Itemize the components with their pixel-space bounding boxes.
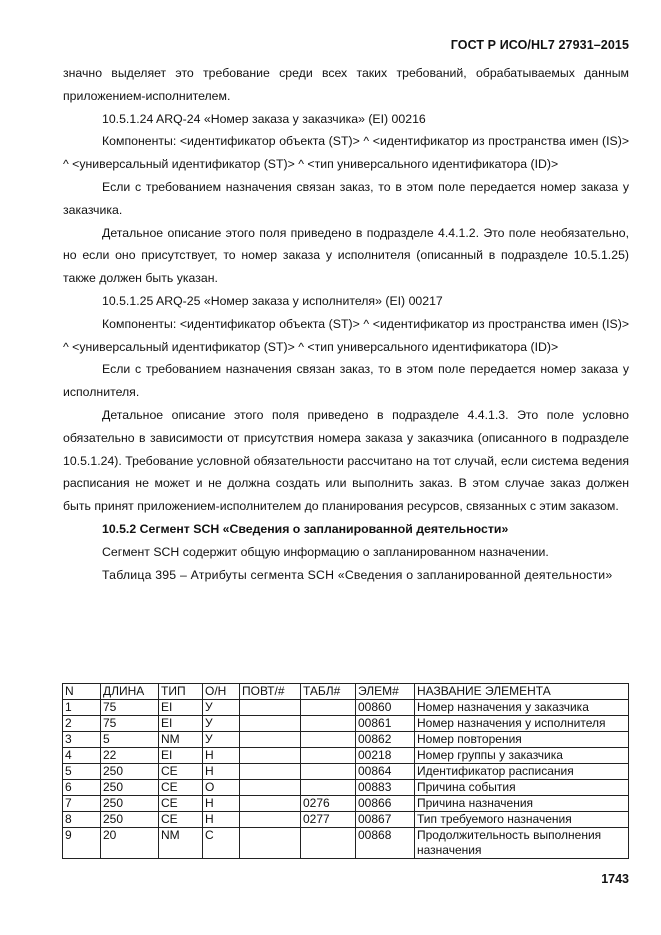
table-cell: У xyxy=(203,716,240,732)
body-text xyxy=(63,62,629,586)
table-cell xyxy=(240,796,301,812)
column-header: ТИП xyxy=(159,684,203,700)
paragraph-arq25-details: Детальное описание этого поля приведено в подразделе 4.4.1.3. Это поле условно обязательно в зависимости от присутствия номера заказа у заказчика (описанного в подразделе 10.5.1.24). Требование условной обязательности рассчитано на тот случай, если система ведения расписания не может и не должна создать или выполнить заказ. В этом случае заказ должен быть принят приложением-исполнителем до планирования ресурсов, связанных с этим заказом. xyxy=(63,407,629,514)
table-cell: 00866 xyxy=(356,796,415,812)
table-cell: 22 xyxy=(101,748,159,764)
table-cell: 00218 xyxy=(356,748,415,764)
table-cell: 00883 xyxy=(356,780,415,796)
table-cell: 00867 xyxy=(356,812,415,828)
page-number: 1743 xyxy=(601,872,629,886)
attributes-table xyxy=(62,683,629,859)
table-cell: 250 xyxy=(101,796,159,812)
table-cell: Номер повторения xyxy=(415,732,629,748)
table-caption: Таблица 395 – Атрибуты сегмента SCH «Сведения о запланированной деятельности» xyxy=(102,567,613,582)
table-cell xyxy=(240,748,301,764)
table-cell: С xyxy=(203,828,240,859)
table-cell: У xyxy=(203,732,240,748)
table-cell xyxy=(240,700,301,716)
table-row xyxy=(63,748,629,764)
table-cell: 8 xyxy=(63,812,101,828)
table-cell: NM xyxy=(159,732,203,748)
section-heading-sch: 10.5.2 Сегмент SCH «Сведения о запланированной деятельности» xyxy=(102,521,509,536)
paragraph-arq25-purpose: Если с требованием назначения связан заказ, то в этом поле передается номер заказа у исполнителя. xyxy=(63,362,629,400)
paragraph-continuation: значно выделяет это требование среди всех таких требований, обрабатываемых данным приложением-исполнителем. xyxy=(63,66,629,103)
column-header: N xyxy=(63,684,101,700)
table-cell: 250 xyxy=(101,780,159,796)
table-cell: 9 xyxy=(63,828,101,859)
table-cell xyxy=(301,748,356,764)
table-cell: 00861 xyxy=(356,716,415,732)
table-cell: 3 xyxy=(63,732,101,748)
table-cell xyxy=(240,764,301,780)
table-cell: Продолжительность выполнения назначения xyxy=(415,828,629,859)
table-row xyxy=(63,716,629,732)
table-cell: 0276 xyxy=(301,796,356,812)
table-row xyxy=(63,764,629,780)
table-cell xyxy=(240,812,301,828)
table-cell: 4 xyxy=(63,748,101,764)
table-row xyxy=(63,732,629,748)
table-cell: 75 xyxy=(101,716,159,732)
table-cell: 00860 xyxy=(356,700,415,716)
table-cell: EI xyxy=(159,700,203,716)
components-arq24: Компоненты: <идентификатор объекта (ST)> ^ <идентификатор из пространства имен (IS)> ^ <универсальный идентификатор (ST)> ^ <тип универсального идентификатора (ID)> xyxy=(63,134,629,172)
table-cell: Причина события xyxy=(415,780,629,796)
table-cell: Идентификатор расписания xyxy=(415,764,629,780)
table-cell xyxy=(240,780,301,796)
table-body xyxy=(63,700,629,859)
table-cell: 20 xyxy=(101,828,159,859)
table-cell xyxy=(301,716,356,732)
standard-header: ГОСТ Р ИСО/HL7 27931–2015 xyxy=(450,38,629,52)
table-cell: 1 xyxy=(63,700,101,716)
table-cell: Номер назначения у заказчика xyxy=(415,700,629,716)
column-header: ТАБЛ# xyxy=(301,684,356,700)
column-header: ПОВТ/# xyxy=(240,684,301,700)
table-cell: Н xyxy=(203,796,240,812)
paragraph-arq24-details: Детальное описание этого поля приведено в подразделе 4.4.1.2. Это поле необязательно, но если оно присутствует, то номер заказа у исполнителя (описанный в подразделе 10.5.1.25) также должен быть указан. xyxy=(63,225,629,286)
column-header: ЭЛЕМ# xyxy=(356,684,415,700)
table-cell: CE xyxy=(159,780,203,796)
table-cell: 5 xyxy=(101,732,159,748)
table-cell: 6 xyxy=(63,780,101,796)
table-cell: 250 xyxy=(101,764,159,780)
table-header-row xyxy=(63,684,629,700)
table-row xyxy=(63,828,629,859)
components-arq25: Компоненты: <идентификатор объекта (ST)> ^ <идентификатор из пространства имен (IS)> ^ <универсальный идентификатор (ST)> ^ <тип универсального идентификатора (ID)> xyxy=(63,316,629,354)
table-cell: Причина назначения xyxy=(415,796,629,812)
table-cell: Н xyxy=(203,812,240,828)
table-cell: 0277 xyxy=(301,812,356,828)
table-cell: 7 xyxy=(63,796,101,812)
table-cell: CE xyxy=(159,764,203,780)
table-cell: CE xyxy=(159,812,203,828)
table-cell: Н xyxy=(203,764,240,780)
table-cell xyxy=(301,780,356,796)
table-cell: 00864 xyxy=(356,764,415,780)
table-row xyxy=(63,812,629,828)
column-header: НАЗВАНИЕ ЭЛЕМЕНТА xyxy=(415,684,629,700)
table-cell: О xyxy=(203,780,240,796)
table-cell xyxy=(240,732,301,748)
table-cell: 00862 xyxy=(356,732,415,748)
table-cell: NM xyxy=(159,828,203,859)
table-cell xyxy=(240,716,301,732)
table-cell: 00868 xyxy=(356,828,415,859)
table-cell: Тип требуемого назначения xyxy=(415,812,629,828)
table-cell: 75 xyxy=(101,700,159,716)
table-cell: У xyxy=(203,700,240,716)
field-heading-arq25: 10.5.1.25 ARQ-25 «Номер заказа у исполнителя» (EI) 00217 xyxy=(102,293,443,308)
table-cell xyxy=(301,700,356,716)
paragraph-arq24-purpose: Если с требованием назначения связан заказ, то в этом поле передается номер заказа у заказчика. xyxy=(63,179,629,217)
table-cell: Н xyxy=(203,748,240,764)
table-row xyxy=(63,700,629,716)
column-header: О/Н xyxy=(203,684,240,700)
table-cell xyxy=(301,828,356,859)
table-cell: CE xyxy=(159,796,203,812)
table-cell: 2 xyxy=(63,716,101,732)
table-cell xyxy=(301,764,356,780)
paragraph-sch-intro: Сегмент SCH содержит общую информацию о запланированном назначении. xyxy=(102,544,549,559)
table-cell xyxy=(301,732,356,748)
table-row xyxy=(63,780,629,796)
table-cell xyxy=(240,828,301,859)
table-cell: Номер группы у заказчика xyxy=(415,748,629,764)
field-heading-arq24: 10.5.1.24 ARQ-24 «Номер заказа у заказчика» (EI) 00216 xyxy=(102,111,426,126)
table-cell: 5 xyxy=(63,764,101,780)
table-cell: EI xyxy=(159,716,203,732)
column-header: ДЛИНА xyxy=(101,684,159,700)
table-cell: EI xyxy=(159,748,203,764)
table-cell: Номер назначения у исполнителя xyxy=(415,716,629,732)
table-row xyxy=(63,796,629,812)
table-cell: 250 xyxy=(101,812,159,828)
